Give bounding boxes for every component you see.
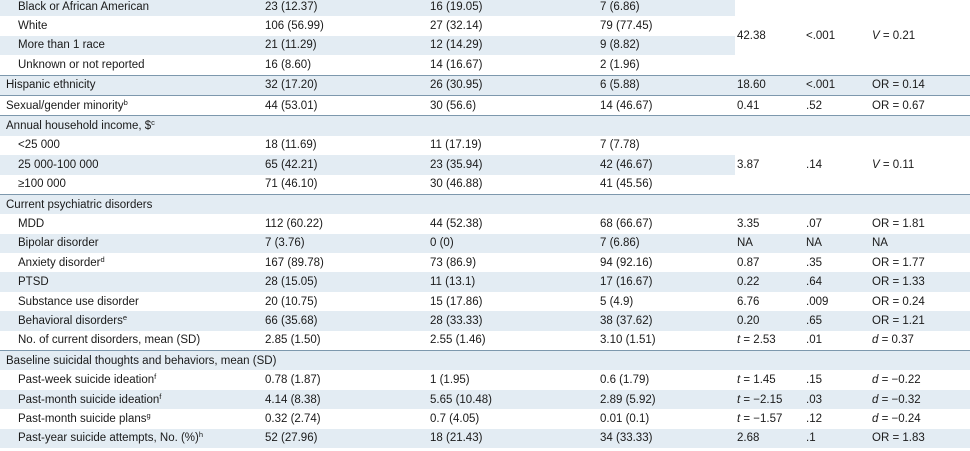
- group2-cell: 6 (5.88): [595, 75, 735, 95]
- effect-cell: OR = 1.33: [870, 272, 970, 291]
- row-label: Bipolar disorder: [0, 234, 260, 253]
- stat-cell: 2.68: [735, 429, 804, 448]
- table-row: [0, 75, 970, 95]
- group2-cell: 3.10 (1.51): [595, 331, 735, 351]
- group2-cell: 17 (16.67): [595, 272, 735, 291]
- total-cell: 32 (17.20): [260, 75, 425, 95]
- group2-cell: 7 (7.78): [595, 136, 735, 155]
- section-label: Current psychiatric disorders: [0, 194, 970, 214]
- total-cell: 65 (42.21): [260, 155, 425, 174]
- group1-cell: 1 (1.95): [425, 370, 595, 389]
- effect-cell: NA: [870, 234, 970, 253]
- total-cell: 0.78 (1.87): [260, 370, 425, 389]
- row-label: Sexual/gender minority$^b$: [0, 95, 260, 115]
- effect-cell: d = 0.37: [870, 331, 970, 351]
- stat-cell: 0.20: [735, 311, 804, 330]
- row-label: Hispanic ethnicity: [0, 75, 260, 95]
- total-cell: 112 (60.22): [260, 214, 425, 233]
- row-label: Black or African American: [0, 0, 260, 16]
- stat-cell: t = −1.57: [735, 409, 804, 428]
- table-row: [0, 234, 970, 253]
- table-row: [0, 311, 970, 330]
- row-label: Unknown or not reported: [0, 55, 260, 75]
- group2-cell: 7 (6.86): [595, 0, 735, 16]
- group2-cell: 79 (77.45): [595, 16, 735, 35]
- group1-cell: 0.7 (4.05): [425, 409, 595, 428]
- stat-cell: 3.87: [735, 136, 804, 195]
- row-label: ≥100 000: [0, 175, 260, 195]
- stat-cell: 6.76: [735, 292, 804, 311]
- stat-cell: t = −2.15: [735, 390, 804, 409]
- row-label: White: [0, 16, 260, 35]
- total-cell: 20 (10.75): [260, 292, 425, 311]
- stat-cell: 0.22: [735, 272, 804, 291]
- row-label: MDD: [0, 214, 260, 233]
- total-cell: 2.85 (1.50): [260, 331, 425, 351]
- table-row: [0, 331, 970, 351]
- section-label: Annual household income, \$$^c$: [0, 116, 970, 136]
- group1-cell: 16 (19.05): [425, 0, 595, 16]
- group2-cell: 34 (33.33): [595, 429, 735, 448]
- group1-cell: 44 (52.38): [425, 214, 595, 233]
- row-label: <25 000: [0, 136, 260, 155]
- stat-cell: 0.41: [735, 95, 804, 115]
- stat-cell: 3.35: [735, 214, 804, 233]
- group2-cell: 41 (45.56): [595, 175, 735, 195]
- total-cell: 21 (11.29): [260, 36, 425, 55]
- group2-cell: 2.89 (5.92): [595, 390, 735, 409]
- group1-cell: 11 (13.1): [425, 272, 595, 291]
- effect-cell: V = 0.21: [870, 0, 970, 75]
- group1-cell: 27 (32.14): [425, 16, 595, 35]
- table-row: [0, 409, 970, 428]
- effect-cell: OR = 0.14: [870, 75, 970, 95]
- row-label: 25 000-100 000: [0, 155, 260, 174]
- p-value-cell: .009: [804, 292, 870, 311]
- group1-cell: 30 (46.88): [425, 175, 595, 195]
- p-value-cell: <.001: [804, 75, 870, 95]
- group1-cell: 0 (0): [425, 234, 595, 253]
- effect-cell: OR = 0.67: [870, 95, 970, 115]
- stat-cell: t = 2.53: [735, 331, 804, 351]
- p-value-cell: .64: [804, 272, 870, 291]
- effect-cell: V = 0.11: [870, 136, 970, 195]
- p-value-cell: .35: [804, 253, 870, 272]
- effect-cell: OR = 1.81: [870, 214, 970, 233]
- total-cell: 167 (89.78): [260, 253, 425, 272]
- row-label: Past-week suicide ideation$^f$: [0, 370, 260, 389]
- group1-cell: 15 (17.86): [425, 292, 595, 311]
- total-cell: 7 (3.76): [260, 234, 425, 253]
- effect-cell: OR = 1.21: [870, 311, 970, 330]
- p-value-cell: .65: [804, 311, 870, 330]
- group1-cell: 73 (86.9): [425, 253, 595, 272]
- group1-cell: 30 (56.6): [425, 95, 595, 115]
- group1-cell: 5.65 (10.48): [425, 390, 595, 409]
- effect-cell: d = −0.22: [870, 370, 970, 389]
- group2-cell: 94 (92.16): [595, 253, 735, 272]
- table-row: [0, 272, 970, 291]
- group1-cell: 18 (21.43): [425, 429, 595, 448]
- stat-cell: 18.60: [735, 75, 804, 95]
- effect-cell: OR = 1.77: [870, 253, 970, 272]
- p-value-cell: .14: [804, 136, 870, 195]
- stat-cell: 42.38: [735, 0, 804, 75]
- group1-cell: 12 (14.29): [425, 36, 595, 55]
- group2-cell: 38 (37.62): [595, 311, 735, 330]
- group2-cell: 0.01 (0.1): [595, 409, 735, 428]
- group2-cell: 7 (6.86): [595, 234, 735, 253]
- total-cell: 106 (56.99): [260, 16, 425, 35]
- group2-cell: 68 (66.67): [595, 214, 735, 233]
- section-header-row: [0, 116, 970, 136]
- row-label: Substance use disorder: [0, 292, 260, 311]
- section-header-row: [0, 351, 970, 371]
- group1-cell: 23 (35.94): [425, 155, 595, 174]
- table-row: [0, 370, 970, 389]
- row-label: Behavioral disorders$^e$: [0, 311, 260, 330]
- total-cell: 23 (12.37): [260, 0, 425, 16]
- group2-cell: 42 (46.67): [595, 155, 735, 174]
- group1-cell: 14 (16.67): [425, 55, 595, 75]
- table-row: [0, 390, 970, 409]
- p-value-cell: .1: [804, 429, 870, 448]
- group2-cell: 14 (46.67): [595, 95, 735, 115]
- group1-cell: 2.55 (1.46): [425, 331, 595, 351]
- p-value-cell: <.001: [804, 0, 870, 75]
- p-value-cell: .52: [804, 95, 870, 115]
- stat-cell: 0.87: [735, 253, 804, 272]
- table-row: [0, 136, 970, 155]
- group2-cell: 0.6 (1.79): [595, 370, 735, 389]
- group1-cell: 11 (17.19): [425, 136, 595, 155]
- table-row: [0, 253, 970, 272]
- total-cell: 4.14 (8.38): [260, 390, 425, 409]
- effect-cell: d = −0.32: [870, 390, 970, 409]
- total-cell: 66 (35.68): [260, 311, 425, 330]
- total-cell: 0.32 (2.74): [260, 409, 425, 428]
- row-label: PTSD: [0, 272, 260, 291]
- row-label: Anxiety disorder$^d$: [0, 253, 260, 272]
- p-value-cell: .12: [804, 409, 870, 428]
- total-cell: 52 (27.96): [260, 429, 425, 448]
- row-label: Past-month suicide plans$^g$: [0, 409, 260, 428]
- group1-cell: 26 (30.95): [425, 75, 595, 95]
- row-label: No. of current disorders, mean (SD): [0, 331, 260, 351]
- effect-cell: OR = 0.24: [870, 292, 970, 311]
- total-cell: 16 (8.60): [260, 55, 425, 75]
- row-label: Past-month suicide ideation$^f$: [0, 390, 260, 409]
- table-row: [0, 214, 970, 233]
- row-label: Past-year suicide attempts, No. (%)$^h$: [0, 429, 260, 448]
- group1-cell: 28 (33.33): [425, 311, 595, 330]
- group2-cell: 5 (4.9): [595, 292, 735, 311]
- total-cell: 18 (11.69): [260, 136, 425, 155]
- stat-cell: t = 1.45: [735, 370, 804, 389]
- table-row: [0, 292, 970, 311]
- group2-cell: 9 (8.82): [595, 36, 735, 55]
- table-row: [0, 95, 970, 115]
- group2-cell: 2 (1.96): [595, 55, 735, 75]
- total-cell: 44 (53.01): [260, 95, 425, 115]
- row-label: More than 1 race: [0, 36, 260, 55]
- table-row: [0, 429, 970, 448]
- effect-cell: d = −0.24: [870, 409, 970, 428]
- p-value-cell: .15: [804, 370, 870, 389]
- table-row: [0, 0, 970, 16]
- p-value-cell: .03: [804, 390, 870, 409]
- stat-cell: NA: [735, 234, 804, 253]
- total-cell: 28 (15.05): [260, 272, 425, 291]
- p-value-cell: NA: [804, 234, 870, 253]
- total-cell: 71 (46.10): [260, 175, 425, 195]
- section-header-row: [0, 194, 970, 214]
- effect-cell: OR = 1.83: [870, 429, 970, 448]
- section-label: Baseline suicidal thoughts and behaviors, mean (SD): [0, 351, 970, 371]
- p-value-cell: .07: [804, 214, 870, 233]
- p-value-cell: .01: [804, 331, 870, 351]
